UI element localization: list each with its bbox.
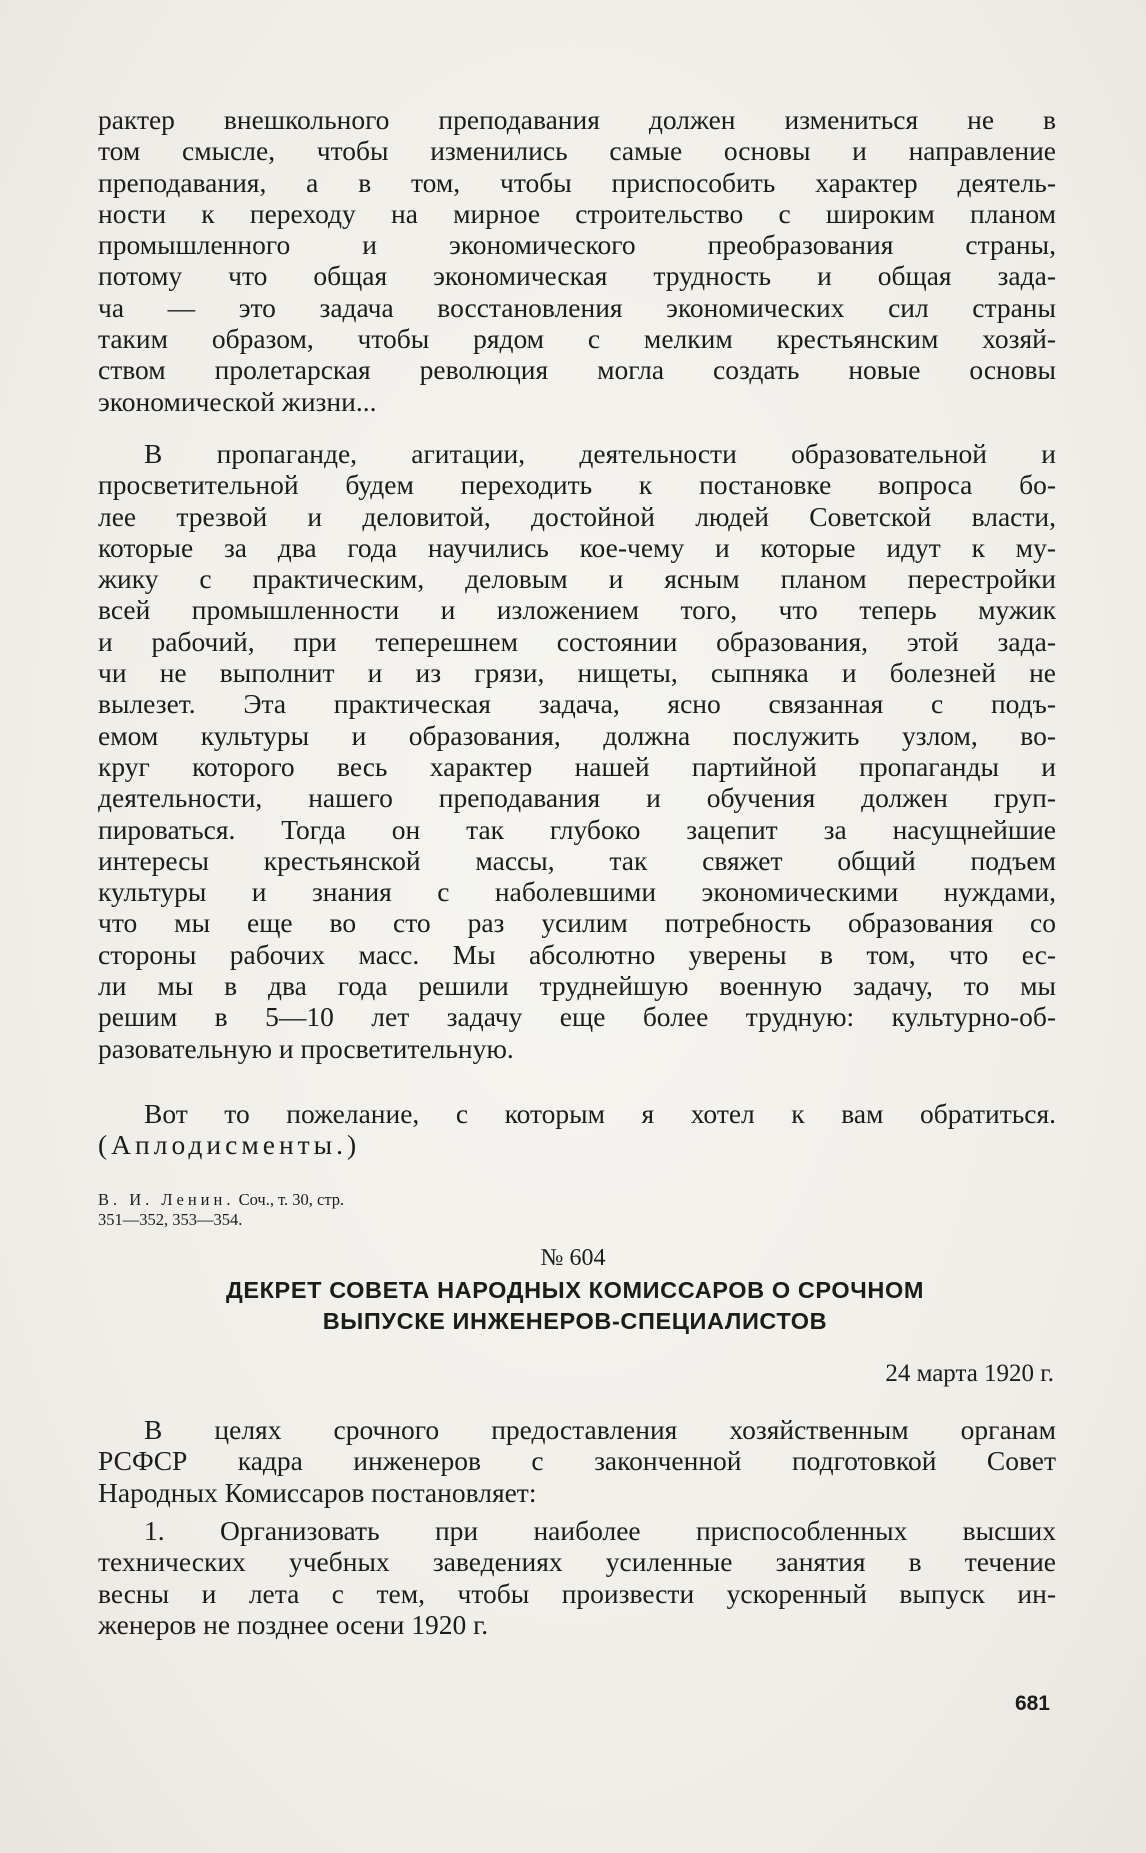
text-line: пироваться. Тогда он так глубоко зацепит за насущнейшие — [98, 813, 1056, 845]
text-line: промышленного и экономического преобразования страны, — [98, 229, 1056, 261]
text-line: том смысле, чтобы изменились самые основы и направление — [98, 135, 1056, 167]
decree-paragraph-1 — [98, 1414, 1056, 1508]
citation-reference: Соч., т. 30, стр. — [238, 1190, 345, 1209]
citation-pages: 351—352, 353—354. — [98, 1210, 243, 1229]
text-line: решим в 5—10 лет задачу еще более трудную: культурно-об- — [98, 1001, 1056, 1033]
text-line: 1. Организовать при наиболее приспособленных высших — [144, 1515, 1056, 1546]
text-line: стороны рабочих масс. Мы абсолютно уверены в том, что ес- — [98, 938, 1056, 970]
applause-note: (Аплодисменты.) — [98, 1129, 361, 1161]
text-line: Народных Комиссаров постановляет: — [98, 1476, 537, 1508]
text-line: культуры и знания с наболевшими экономическими нуждами, — [98, 876, 1056, 908]
text-line: лее трезвой и деловитой, достойной людей Советской власти, — [98, 500, 1056, 532]
speech-paragraph-2 — [98, 438, 1056, 1064]
text-line: ности к переходу на мирное строительство с широким планом — [98, 197, 1056, 229]
text-line: преподавания, а в том, чтобы приспособить характер деятель- — [98, 166, 1056, 198]
text-line: таким образом, чтобы рядом с мелким крестьянским хозяй- — [98, 323, 1056, 355]
text-line: ли мы в два года решили труднейшую военную задачу, то мы — [98, 970, 1056, 1002]
decree-title-line: ДЕКРЕТ СОВЕТА НАРОДНЫХ КОМИССАРОВ О СРОЧНОМ — [226, 1277, 924, 1303]
text-line: РСФСР кадра инженеров с законченной подготовкой Совет — [98, 1445, 1056, 1477]
text-line: разовательную и просветительную. — [98, 1032, 514, 1064]
decree-date: 24 марта 1920 г. — [885, 1360, 1054, 1387]
text-line: что мы еще во сто раз усилим потребность образования со — [98, 907, 1056, 939]
text-line: весны и лета с тем, чтобы произвести ускоренный выпуск ин- — [98, 1577, 1056, 1609]
speech-paragraph-3 — [98, 1098, 1056, 1161]
text-line: емом культуры и образования, должна послужить узлом, во- — [98, 719, 1056, 751]
text-line: и рабочий, при теперешнем состоянии образования, этой зада- — [98, 625, 1056, 657]
decree-title — [120, 1275, 1030, 1337]
speech-paragraph-1 — [98, 104, 1056, 417]
text-line: ча — это задача восстановления экономических сил страны — [98, 291, 1056, 323]
text-line: вылезет. Эта практическая задача, ясно связанная с подъ- — [98, 688, 1056, 720]
text-line: технических учебных заведениях усиленные занятия в течение — [98, 1546, 1056, 1578]
page-number: 681 — [1014, 1692, 1050, 1715]
decree-title-line: ВЫПУСКЕ ИНЖЕНЕРОВ-СПЕЦИАЛИСТОВ — [322, 1308, 828, 1334]
text-line: деятельности, нашего преподавания и обучения должен груп- — [98, 782, 1056, 814]
citation-author: В. И. Ленин. — [98, 1190, 235, 1209]
text-line: В целях срочного предоставления хозяйственным органам — [144, 1414, 1056, 1445]
text-line: ством пролетарская революция могла создать новые основы — [98, 354, 1056, 386]
text-line: Вот то пожелание, с которым я хотел к вам обратиться. — [144, 1098, 1056, 1129]
text-line: просветительной будем переходить к постановке вопроса бо- — [98, 469, 1056, 501]
text-line: круг которого весь характер нашей партийной пропаганды и — [98, 750, 1056, 782]
text-line: чи не выполнит и из грязи, нищеты, сыпняка и болезней не — [98, 657, 1056, 689]
text-line: которые за два года научились кое-чему и которые идут к му- — [98, 531, 1056, 563]
text-line: рактер внешкольного преподавания должен измениться не в — [98, 104, 1056, 135]
text-line: женеров не позднее осени 1920 г. — [98, 1608, 489, 1640]
text-line: интересы крестьянской массы, так свяжет общий подъем — [98, 844, 1056, 876]
text-line: В пропаганде, агитации, деятельности образовательной и — [144, 438, 1056, 469]
text-line: потому что общая экономическая трудность и общая зада- — [98, 260, 1056, 292]
text-line: всей промышленности и изложением того, что теперь мужик — [98, 594, 1056, 626]
text-line: жику с практическим, деловым и ясным планом перестройки — [98, 563, 1056, 595]
decree-paragraph-2 — [98, 1515, 1056, 1640]
source-citation — [98, 1190, 618, 1230]
text-line: экономической жизни... — [98, 385, 377, 417]
decree-number: № 604 — [540, 1245, 606, 1271]
